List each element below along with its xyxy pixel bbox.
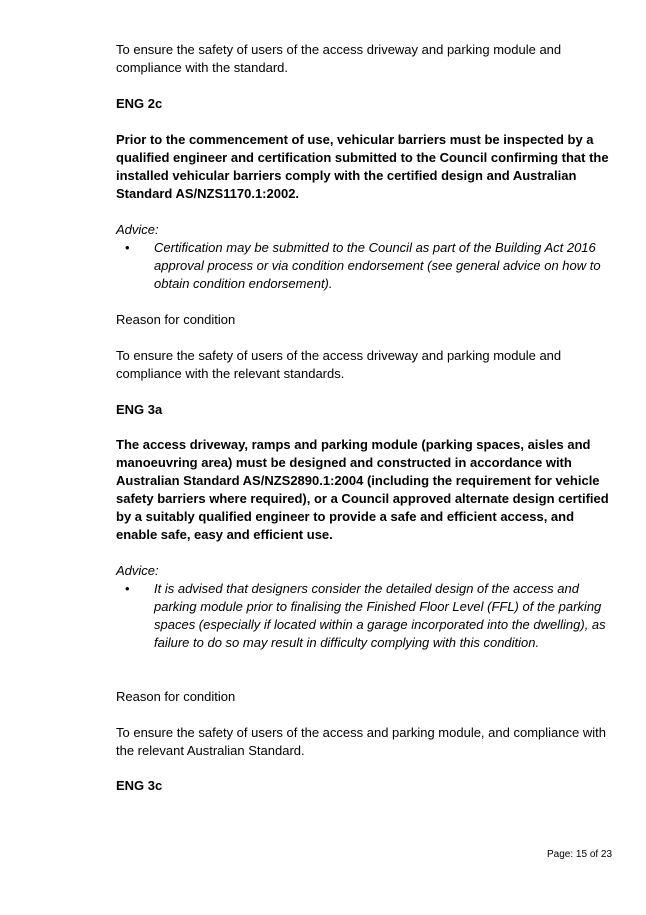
condition-text-eng-3a: The access driveway, ramps and parking module (parking spaces, aisles and manoeuvring area) must be designed and constructed in accordance with Australian Standard AS/NZS2890.1:2004 (including the requirement for vehicle safety barriers where required), or a Council approved alternate design certified by a suitably qualified engineer to provide a safe and efficient access, and enable safe, easy and efficient use. — [116, 437, 609, 542]
heading-eng-2c: ENG 2c — [116, 96, 163, 111]
reason-paragraph-eng2b: To ensure the safety of users of the access driveway and parking module and compliance with the standard. — [116, 42, 562, 75]
advice-bullet-text-eng-2c: Certification may be submitted to the Council as part of the Building Act 2016 approval process or via condition endorsement (see general advice on how to obtain condition endorsement). — [154, 240, 601, 291]
advice-bullet-text-eng-3a: It is advised that designers consider the detailed design of the access and parking module prior to finalising the Finished Floor Level (FFL) of the parking spaces (especially if located within a garage incorporated into the dwelling), as failure to do so may result in difficulty complying with this condition. — [154, 581, 606, 650]
reason-label-eng-2c: Reason for condition — [116, 312, 236, 327]
reason-text-eng-2c: To ensure the safety of users of the access driveway and parking module and compliance with the relevant standards. — [116, 348, 562, 381]
advice-label-eng-3a: Advice: — [116, 563, 159, 578]
heading-eng-3c: ENG 3c — [116, 778, 163, 793]
advice-label-eng-2c: Advice: — [116, 222, 159, 237]
heading-eng-3a: ENG 3a — [116, 402, 163, 417]
page-number: Page: 15 of 23 — [547, 849, 613, 860]
reason-text-eng-3a: To ensure the safety of users of the access and parking module, and compliance with the relevant Australian Standard. — [116, 725, 606, 758]
reason-label-eng-3a: Reason for condition — [116, 689, 236, 704]
bullet-icon: • — [125, 581, 130, 596]
bullet-icon: • — [125, 240, 130, 255]
condition-text-eng-2c: Prior to the commencement of use, vehicular barriers must be inspected by a qualified engineer and certification submitted to the Council confirming that the installed vehicular barriers comply with the certified design and Australian Standard AS/NZS1170.1:2002. — [116, 132, 609, 201]
